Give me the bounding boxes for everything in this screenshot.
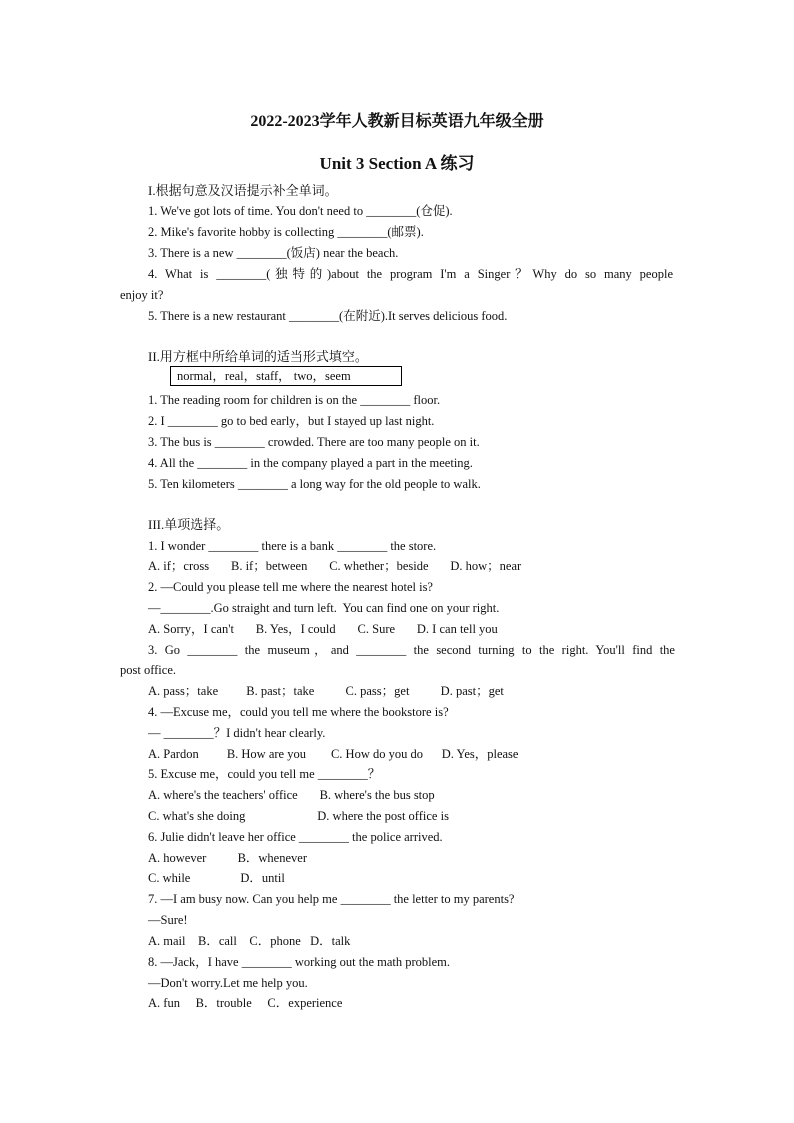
section-2-heading: II.用方框中所给单词的适当形式填空。 <box>148 349 368 364</box>
s3-question-6: 6. Julie didn't leave her office ________ the police arrived. <box>148 830 443 844</box>
s3-question-8-options: A. fun B．trouble C．experience <box>148 996 343 1010</box>
word-box: normal，real，staff， two，seem <box>170 366 402 386</box>
s3-question-6-options-cd: C. while D．until <box>148 871 285 885</box>
s3-question-1: 1. I wonder ________ there is a bank ________ the store. <box>148 539 437 553</box>
s3-question-6-options-ab: A. however B．whenever <box>148 851 307 865</box>
section-3-heading: III.单项选择。 <box>148 517 230 532</box>
s3-question-5-options-ab: A. where's the teachers' office B. where's the bus stop <box>148 788 435 802</box>
s3-question-3: 3. Go ________ the museum，and ________ the second turning to the right. You'll find the <box>148 643 675 657</box>
s1-question-5: 5. There is a new restaurant ________(在附近).It serves delicious food. <box>148 309 508 323</box>
s1-question-4: 4. What is ________(独特的)about the program I'm a Singer？Why do so many people <box>148 267 673 281</box>
page-subtitle: Unit 3 Section A 练习 <box>319 154 475 173</box>
s3-question-7-answer: —Sure! <box>148 913 188 927</box>
s1-question-2: 2. Mike's favorite hobby is collecting ________(邮票). <box>148 225 424 239</box>
s3-question-2-options: A. Sorry，I can't B. Yes，I could C. Sure D. I can tell you <box>148 622 498 636</box>
s3-question-3-options: A. pass；take B. past；take C. pass；get D. past；get <box>148 684 504 698</box>
s3-question-7-options: A. mail B．call C．phone D．talk <box>148 934 351 948</box>
s1-question-1: 1. We've got lots of time. You don't need to ________(仓促). <box>148 204 453 218</box>
s2-question-1: 1. The reading room for children is on the ________ floor. <box>148 393 441 407</box>
s3-question-4-answer: — ________？I didn't hear clearly. <box>148 726 326 740</box>
s3-question-2: 2. —Could you please tell me where the nearest hotel is? <box>148 580 433 594</box>
s3-question-5-options-cd: C. what's she doing D. where the post office is <box>148 809 449 823</box>
s3-question-8-answer: —Don't worry.Let me help you. <box>148 976 308 990</box>
s1-question-4-cont: enjoy it? <box>120 288 164 302</box>
s3-question-4: 4. —Excuse me，could you tell me where the bookstore is? <box>148 705 449 719</box>
s3-question-3-cont: post office. <box>120 663 177 677</box>
s3-question-1-options: A. if；cross B. if；between C. whether；beside D. how；near <box>148 559 522 573</box>
s3-question-7: 7. —I am busy now. Can you help me ________ the letter to my parents? <box>148 892 515 906</box>
s3-question-2-answer: —________.Go straight and turn left. You can find one on your right. <box>148 601 500 615</box>
page-title: 2022-2023学年人教新目标英语九年级全册 <box>250 113 544 130</box>
section-1-heading: I.根据句意及汉语提示补全单词。 <box>148 183 338 198</box>
s2-question-3: 3. The bus is ________ crowded. There are too many people on it. <box>148 435 480 449</box>
s3-question-8: 8. —Jack，I have ________ working out the math problem. <box>148 955 451 969</box>
s2-question-5: 5. Ten kilometers ________ a long way for the old people to walk. <box>148 477 481 491</box>
s1-question-3: 3. There is a new ________(饭店) near the beach. <box>148 246 399 260</box>
s2-question-2: 2. I ________ go to bed early，but I stayed up last night. <box>148 414 435 428</box>
s3-question-5: 5. Excuse me，could you tell me ________？ <box>148 767 381 781</box>
s3-question-4-options: A. Pardon B. How are you C. How do you do D. Yes，please <box>148 747 519 761</box>
s2-question-4: 4. All the ________ in the company played a part in the meeting. <box>148 456 473 470</box>
